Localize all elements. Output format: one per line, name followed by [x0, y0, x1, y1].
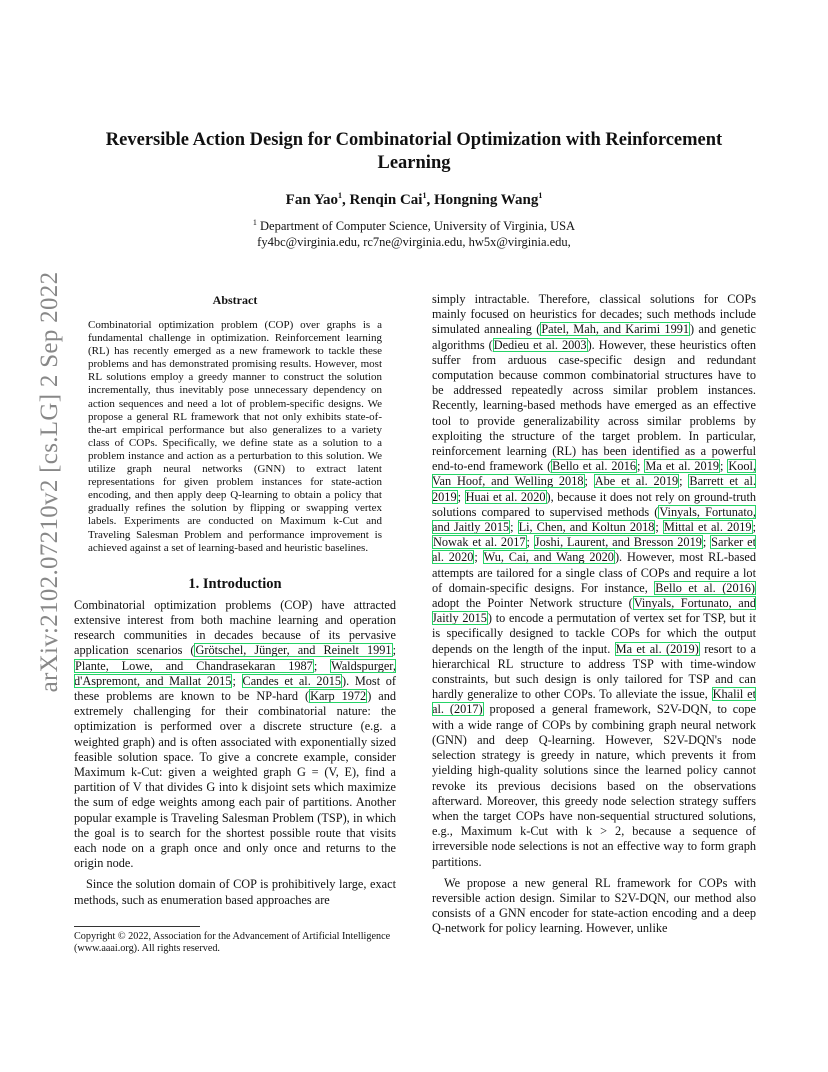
body-text: Combinatorial optimization problems (COP) have attracted extensive interest from both machine learning and operation research communities in decades because of its pervasive application scenarios (: [74, 597, 396, 658]
citation-link[interactable]: Vinyals, Fortunato, and Jaitly 2015: [432, 504, 757, 535]
body-text: ) and extremely challenging for their combinatorial nature: the optimization is performed over a discrete structure (e.g. a weighted graph) and is often associated with exponentially sized feasible solution space. To give a concrete example, consider Maximum k-Cut: given a weighted graph G = (V, E), find a partition of V that divides G into k disjoint sets which maximize the sum of edge weights among each pair of partitions. Another popular example is Traveling Salesman Problem (TSP), in which the goal is to search for the shortest possible route that visits each node on a graph once and only once and returns to the origin node.: [74, 688, 396, 871]
body-text: ;: [510, 520, 518, 535]
author-emails: fy4bc@virginia.edu, rc7ne@virginia.edu, hw5x@virginia.edu,: [257, 234, 571, 249]
affiliation-mark: 1: [252, 217, 257, 227]
body-text: resort to a hierarchical RL structure to address TSP with time-window constraints, but such design is only tailored for TSP and can hardly generalize to other COPs. To alleviate the issue,: [432, 641, 756, 702]
intro-paragraph-1: [74, 598, 396, 872]
author-affil-mark: 1: [338, 191, 343, 200]
citation-link[interactable]: Wu, Cai, and Wang 2020: [483, 550, 614, 565]
paper-title: Reversible Action Design for Combinatorial Optimization with Reinforcement Learning: [105, 130, 723, 173]
author-name: Hongning Wang: [433, 192, 539, 208]
right-paragraph-2: We propose a new general RL framework for COPs with reversible action design. Similar to S2V-DQN, our method also consists of a GNN encoder for state-action encoding and a deep Q-network for policy learning. However, unlike: [432, 875, 756, 936]
affiliation: Department of Computer Science, University of Virginia, USA: [260, 219, 576, 233]
author-affil-mark: 1: [422, 191, 427, 200]
left-column: [74, 293, 396, 956]
body-text: ) and genetic algorithms (: [432, 322, 756, 352]
citation-link[interactable]: Candes et al. 2015: [242, 673, 342, 688]
body-text: ;: [232, 673, 242, 688]
citation-link[interactable]: Joshi, Laurent, and Bresson 2019: [534, 535, 702, 550]
body-text: ;: [457, 489, 465, 504]
citation-link[interactable]: Kool, Van Hoof, and Welling 2018: [432, 459, 757, 489]
body-text: simply intractable. Therefore, classical solutions for COPs mainly focused on heuristics for decades; such methods include simulated annealing (: [432, 292, 756, 337]
body-text: ;: [584, 474, 594, 489]
citation-link[interactable]: Karp 1972: [310, 688, 367, 703]
citation-link[interactable]: Dedieu et al. 2003: [493, 337, 587, 352]
body-text: ;: [392, 643, 396, 658]
citation-link[interactable]: Ma et al. (2019): [615, 641, 699, 656]
copyright-footnote: Copyright © 2022, Association for the Advancement of Artificial Intelligence (www.aaai.org). All rights reserved.: [74, 930, 391, 955]
citation-link[interactable]: Sarker et al. 2020: [432, 535, 756, 565]
body-text: ). Most of these problems are known to be NP-hard (: [74, 673, 396, 703]
body-text: ;: [637, 459, 645, 474]
citation-link[interactable]: Waldspurger, d'Aspremont, and Mallat 2015: [74, 658, 396, 688]
body-text: proposed a general framework, S2V-DQN, to cope with a wide range of COPs by combining graph neural network (GNN) and deep Q-learning. However, S2V-DQN's node selection strategy is greedy in nature, which prevents it from yielding high-quality solutions since the learned policy cannot revoke its previous decisions based on the observations afterward. Moreover, this greedy node selection strategy suffers when the target COPs have non-sequential structured solutions, e.g., Maximum k-Cut with k > 2, because a sequence of irreversible node selections is not an effective way to form graph partitions.: [432, 702, 756, 869]
citation-link[interactable]: Bello et al. (2016): [655, 580, 755, 595]
citation-link[interactable]: Bello et al. 2016: [552, 459, 637, 474]
intro-paragraph-2: Since the solution domain of COP is prohibitively large, exact methods, such as enumeration based approaches are: [74, 877, 396, 907]
body-text: ) to encode a permutation of vertex set for TSP, but it is specifically designed to tackle COPs for which the output depends on the length of the input.: [432, 611, 756, 656]
body-text: ;: [474, 550, 483, 565]
body-text: ;: [702, 535, 711, 550]
citation-link[interactable]: Nowak et al. 2017: [433, 535, 526, 550]
author-name: Fan Yao: [285, 192, 339, 208]
body-text: ;: [720, 459, 728, 474]
body-text: adopt the Pointer Network structure (: [432, 596, 633, 611]
affiliation-block: [70, 219, 758, 250]
body-text: ). However, most RL-based attempts are tailored for a single class of COPs and require a lot of domain-specific designs. For instance,: [432, 550, 756, 595]
section-heading-introduction: 1. Introduction: [188, 575, 282, 592]
body-text: ). However, these heuristics often suffer from arduous case-specific design and redundant computation because common combinatorial structures have to be addressed repeatedly across similar problem instances. Recently, learning-based methods have emerged as an effective tool to provide generalizability across similar problems by exploiting the structure of the target problem. In particular, reinforcement learning (RL) has been identified as a powerful end-to-end framework (: [432, 337, 756, 474]
body-text: ;: [313, 658, 331, 673]
citation-link[interactable]: Huai et al. 2020: [465, 489, 546, 504]
body-text: ;: [526, 535, 534, 550]
author-affil-mark: 1: [538, 191, 543, 200]
citation-link[interactable]: Li, Chen, and Koltun 2018: [518, 520, 655, 535]
citation-link[interactable]: Vinyals, Fortunato, and Jaitly 2015: [432, 596, 756, 626]
body-text: ;: [752, 520, 756, 535]
citation-link[interactable]: Abe et al. 2019: [594, 474, 679, 489]
citation-link[interactable]: Barrett et al. 2019: [432, 474, 756, 504]
abstract-text: Combinatorial optimization problem (COP) over graphs is a fundamental challenge in optimization. Reinforcement learning (RL) has recently emerged as a new framework to tackle these problems and has demonstrated promising results. However, most RL solutions employ a greedy manner to construct the solution incrementally, thus inevitably pose unnecessary dependency on action sequences and need a lot of problem-specific designs. We propose a general RL framework that not only exhibits state-of-the-art empirical performance but also generalizes to a variety class of COPs. Specifically, we define state as a solution to a problem instance and action as a perturbation to this solution. We utilize graph neural networks (GNN) to extract latent representations for given problem instances for state-action encoding, and then apply deep Q-learning to obtain a policy that gradually refines the solution by flipping or swapping vertex labels. Experiments are conducted on Maximum k-Cut and Traveling Salesman Problem and performance improvement is achieved against a set of learning-based and heuristic baselines.: [88, 319, 382, 554]
body-text: ), because it does not rely on ground-truth solutions compared to supervised methods (: [432, 489, 757, 519]
citation-link[interactable]: Grötschel, Jünger, and Reinelt 1991: [195, 643, 392, 658]
citation-link[interactable]: Plante, Lowe, and Chandrasekaran 1987: [75, 658, 313, 673]
body-text: ;: [655, 520, 663, 535]
author-name: Renqin Cai: [349, 192, 423, 208]
citation-link[interactable]: Mittal et al. 2019: [663, 520, 752, 535]
citation-link[interactable]: Ma et al. 2019: [645, 459, 719, 474]
citation-link[interactable]: Patel, Mah, and Karimi 1991: [541, 322, 690, 337]
body-text: ;: [679, 474, 689, 489]
author-list: Fan Yao$^1$, Renqin Cai$^1$, Hongning Wang$^1$: [285, 191, 543, 208]
abstract-heading: Abstract: [212, 293, 258, 307]
citation-link[interactable]: Khalil et al. (2017): [432, 687, 756, 717]
right-paragraph-1: [432, 292, 756, 870]
footnote-divider: [74, 926, 200, 927]
right-column: [432, 292, 756, 937]
arxiv-stamp: arXiv:2102.07210v2 [cs.LG] 2 Sep 2022: [36, 271, 63, 693]
